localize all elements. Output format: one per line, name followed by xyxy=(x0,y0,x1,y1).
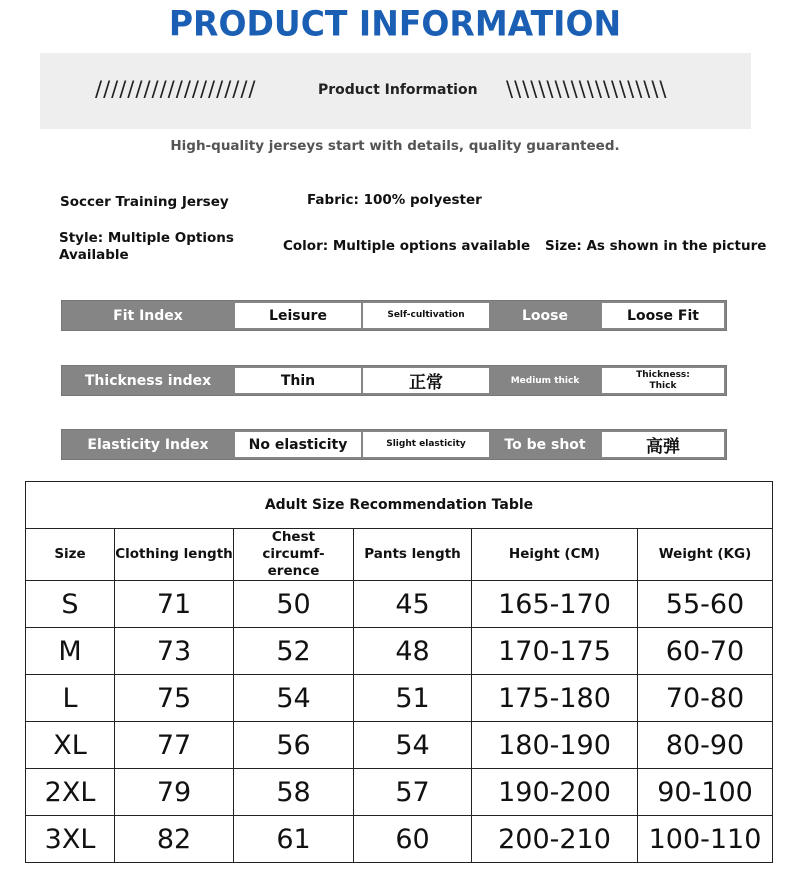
size-table-caption: Adult Size Recommendation Table xyxy=(26,482,773,529)
fit-index-label: Fit Index xyxy=(113,307,183,324)
cell-size: S xyxy=(26,581,115,628)
header-height: Height (CM) xyxy=(472,529,638,581)
cell-weight: 55-60 xyxy=(638,581,773,628)
banner-slashes-left: //////////////////// xyxy=(95,77,257,101)
elasticity-option-none: No elasticity xyxy=(235,432,361,457)
page-title: PRODUCT INFORMATION xyxy=(168,3,622,44)
cell-size: M xyxy=(26,628,115,675)
cell-pants-length: 60 xyxy=(354,816,472,863)
cell-pants-length: 54 xyxy=(354,722,472,769)
fit-option-loose-fit: Loose Fit xyxy=(602,303,724,328)
cell-chest: 61 xyxy=(234,816,354,863)
cell-weight: 80-90 xyxy=(638,722,773,769)
fit-option-self-cultivation: Self-cultivation xyxy=(363,303,489,328)
cell-size: 3XL xyxy=(26,816,115,863)
cell-chest: 56 xyxy=(234,722,354,769)
cell-pants-length: 48 xyxy=(354,628,472,675)
thickness-option-medium-label: Medium thick xyxy=(510,375,580,386)
table-row xyxy=(26,816,773,863)
style-info: Style: Multiple Options Available xyxy=(59,230,234,263)
cell-height: 175-180 xyxy=(472,675,638,722)
cell-height: 165-170 xyxy=(472,581,638,628)
cell-clothing-length: 73 xyxy=(115,628,234,675)
table-row xyxy=(26,628,773,675)
size-table xyxy=(25,481,773,863)
cell-weight: 70-80 xyxy=(638,675,773,722)
elasticity-index-row xyxy=(61,429,727,460)
subtitle: High-quality jerseys start with details, quality guaranteed. xyxy=(170,138,620,154)
banner-title: Product Information xyxy=(318,82,478,98)
elasticity-option-high: 高弹 xyxy=(602,432,724,457)
cell-height: 200-210 xyxy=(472,816,638,863)
header-chest: Chest circumf-erence xyxy=(234,529,354,581)
fit-option-leisure: Leisure xyxy=(235,303,361,328)
cell-height: 170-175 xyxy=(472,628,638,675)
elasticity-option-slight: Slight elasticity xyxy=(363,432,489,457)
table-row xyxy=(26,581,773,628)
cell-clothing-length: 71 xyxy=(115,581,234,628)
table-row xyxy=(26,722,773,769)
info-banner xyxy=(40,53,751,129)
cell-weight: 60-70 xyxy=(638,628,773,675)
size-info: Size: As shown in the picture xyxy=(545,238,767,254)
header-pants-length: Pants length xyxy=(354,529,472,581)
cell-weight: 90-100 xyxy=(638,769,773,816)
fabric-info: Fabric: 100% polyester xyxy=(307,192,482,208)
color-info: Color: Multiple options available xyxy=(283,238,531,254)
banner-slashes-right: \\\\\\\\\\\\\\\\\\\\ xyxy=(506,77,668,101)
cell-chest: 52 xyxy=(234,628,354,675)
cell-height: 190-200 xyxy=(472,769,638,816)
cell-pants-length: 51 xyxy=(354,675,472,722)
product-name: Soccer Training Jersey xyxy=(60,194,229,210)
thickness-index-label: Thickness index xyxy=(84,372,212,389)
cell-clothing-length: 75 xyxy=(115,675,234,722)
table-row xyxy=(26,675,773,722)
cell-height: 180-190 xyxy=(472,722,638,769)
size-table-header-row xyxy=(26,529,773,581)
header-weight: Weight (KG) xyxy=(638,529,773,581)
header-clothing-length: Clothing length xyxy=(115,529,234,581)
thickness-index-row xyxy=(61,365,727,396)
cell-pants-length: 57 xyxy=(354,769,472,816)
header-size: Size xyxy=(26,529,115,581)
thickness-option-thin: Thin xyxy=(235,368,361,393)
cell-chest: 54 xyxy=(234,675,354,722)
cell-weight: 100-110 xyxy=(638,816,773,863)
cell-size: L xyxy=(26,675,115,722)
thickness-option-thick: Thickness: Thick xyxy=(602,368,724,393)
elasticity-index-label: Elasticity Index xyxy=(87,436,209,453)
thickness-option-normal: 正常 xyxy=(363,368,489,393)
cell-chest: 58 xyxy=(234,769,354,816)
cell-clothing-length: 82 xyxy=(115,816,234,863)
cell-chest: 50 xyxy=(234,581,354,628)
fit-option-loose-label: Loose xyxy=(522,307,568,324)
cell-size: XL xyxy=(26,722,115,769)
cell-pants-length: 45 xyxy=(354,581,472,628)
elasticity-option-to-be-shot-label: To be shot xyxy=(504,436,586,453)
cell-clothing-length: 77 xyxy=(115,722,234,769)
table-row xyxy=(26,769,773,816)
fit-index-row xyxy=(61,300,727,331)
cell-size: 2XL xyxy=(26,769,115,816)
cell-clothing-length: 79 xyxy=(115,769,234,816)
